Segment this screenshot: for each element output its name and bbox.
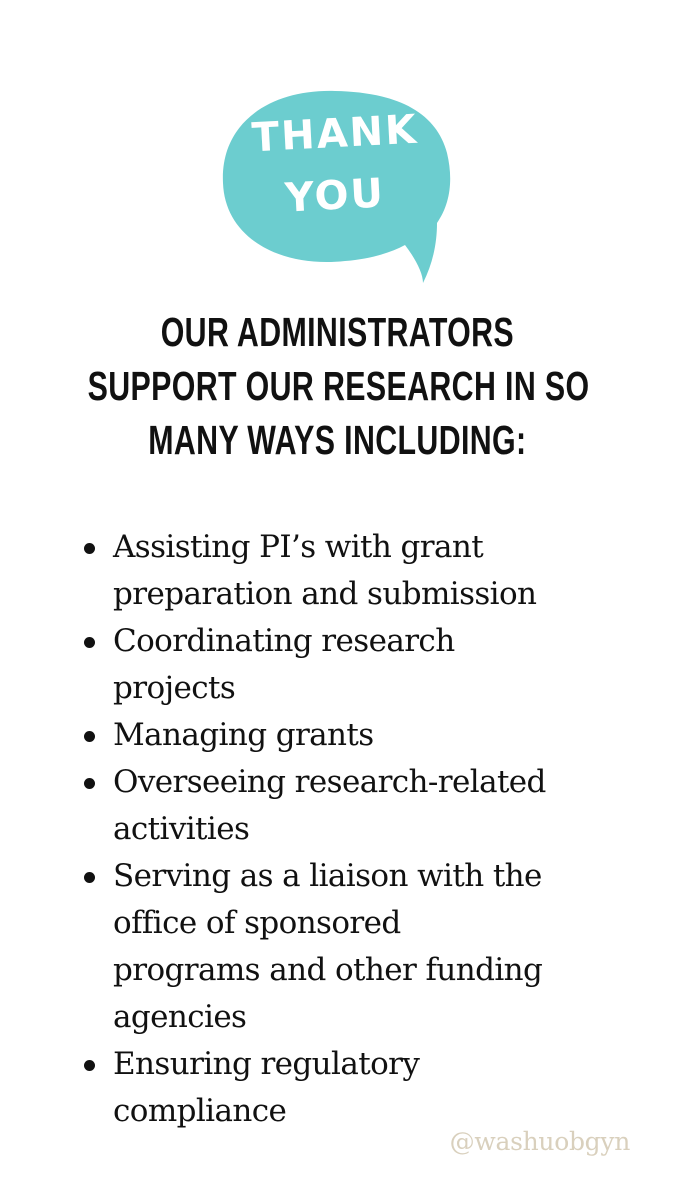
list-item xyxy=(0,853,675,1041)
list-item-text: Serving as a liaison with the xyxy=(113,858,542,894)
bullet-icon xyxy=(84,731,95,742)
list-item-text: office of sponsored xyxy=(113,905,401,941)
bullet-icon xyxy=(84,637,95,648)
speech-bubble xyxy=(215,83,455,288)
list-item-text: compliance xyxy=(113,1093,287,1129)
list-item-text: activities xyxy=(113,811,250,847)
list-item-text: Assisting PI’s with grant xyxy=(113,529,484,565)
list-item-text: Managing grants xyxy=(113,717,374,753)
duties-list xyxy=(0,524,675,1135)
list-item-text: Coordinating research xyxy=(113,623,455,659)
heading-line: SUPPORT OUR RESEARCH IN SO xyxy=(87,363,590,409)
bullet-icon xyxy=(84,778,95,789)
bullet-icon xyxy=(84,1060,95,1071)
list-item-text: projects xyxy=(113,670,236,706)
list-item-text: agencies xyxy=(113,999,247,1035)
list-item xyxy=(0,712,675,759)
bubble-text-you: YOU xyxy=(283,170,387,222)
bubble-text-thank: THANK xyxy=(250,106,420,162)
list-item-text: Ensuring regulatory xyxy=(113,1046,420,1082)
bullet-icon xyxy=(84,872,95,883)
social-handle: @washuobgyn xyxy=(449,1127,630,1156)
heading-line: OUR ADMINISTRATORS xyxy=(160,309,515,355)
bullet-icon xyxy=(84,543,95,554)
heading xyxy=(88,305,588,467)
list-item xyxy=(0,1041,675,1135)
list-item xyxy=(0,618,675,712)
list-item-text: Overseeing research-related xyxy=(113,764,546,800)
list-item xyxy=(0,524,675,618)
list-item-text: preparation and submission xyxy=(113,576,537,612)
list-item-text: programs and other funding xyxy=(113,952,543,988)
heading-line: MANY WAYS INCLUDING: xyxy=(148,417,527,463)
list-item xyxy=(0,759,675,853)
